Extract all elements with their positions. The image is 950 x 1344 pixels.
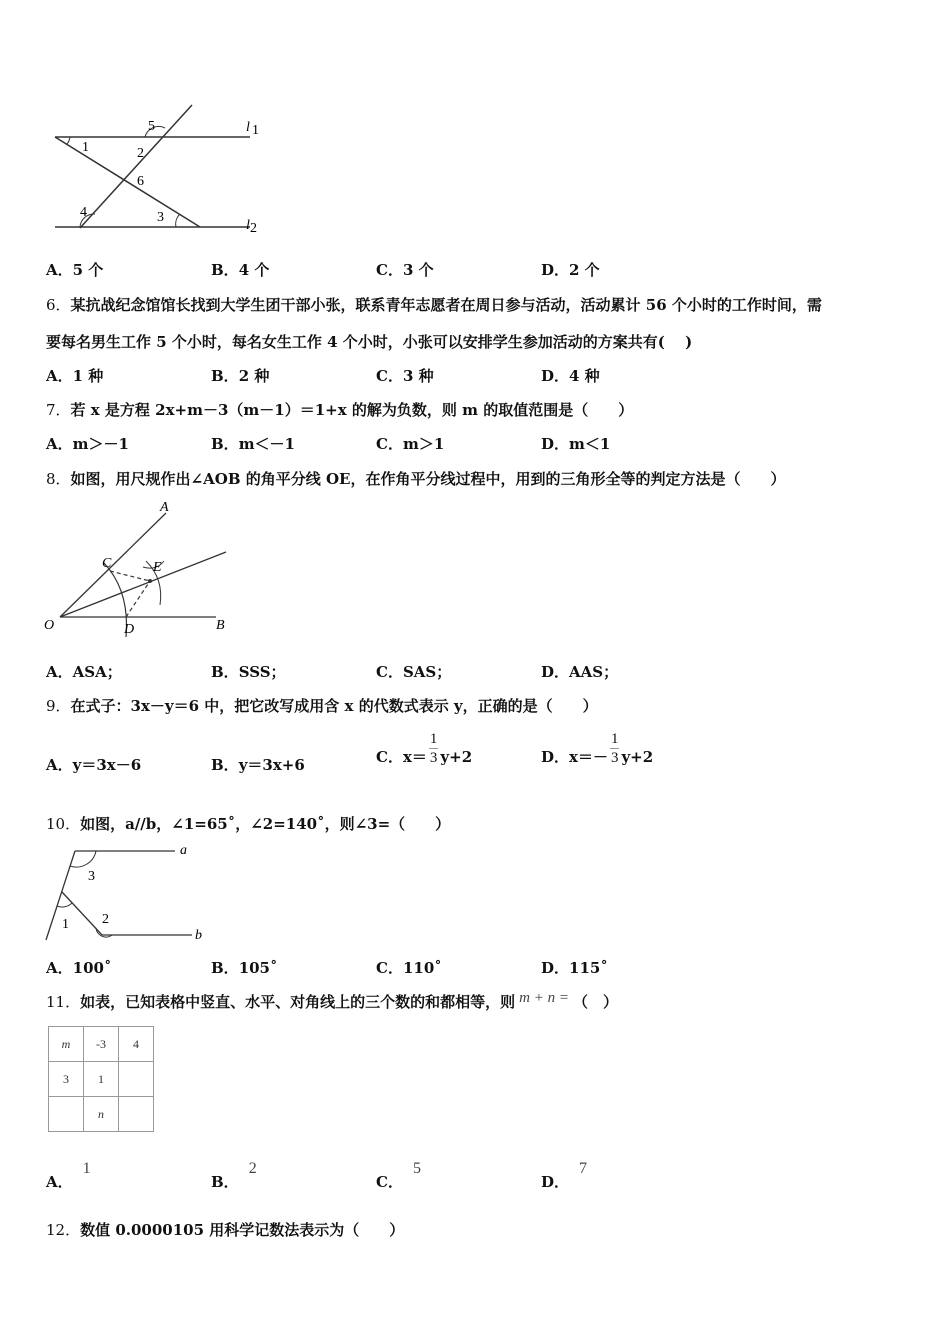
q11-option-c[interactable] [376,1160,421,1193]
q5-option-b[interactable] [211,260,269,280]
option-text: 100˚ [72,959,112,977]
question-text: 如图，用尺规作出∠AOB 的角平分线 OE，在作角平分线过程中，用到的三角形全等的判定方法是（ ） [70,470,786,488]
option-label: D． [541,367,570,385]
table-row [49,1062,154,1097]
fig-label-3: 3 [88,869,95,884]
q6-stem-line2 [46,332,692,352]
table-cell: 4 [119,1027,154,1062]
fig-label-3: 3 [157,210,164,225]
option-label: C． [376,261,403,279]
angle-arc-3 [176,214,180,227]
option-text: 115˚ [569,959,608,977]
fig-label-4: 4 [80,205,87,220]
option-label: D． [541,959,570,977]
fraction-denominator: 3 [610,750,619,766]
table-row [49,1027,154,1062]
fig-label-2: 2 [102,912,109,927]
q9-option-b[interactable] [211,755,305,775]
q6-option-c[interactable] [376,366,434,386]
option-text: 4 种 [569,367,600,385]
fraction-numerator: 1 [429,731,438,747]
q8-option-d[interactable] [541,662,618,682]
angle-arc-1 [57,903,72,907]
option-label: A． [46,959,73,977]
table-cell: 1 [84,1062,119,1097]
q5-option-c[interactable] [376,260,434,280]
option-label: A． [46,1173,73,1191]
option-text: y＝3x+6 [238,756,305,774]
q6-option-b[interactable] [211,366,269,386]
math-expression: m + n = [519,990,569,1006]
option-label: A． [46,435,73,453]
table-cell [119,1062,154,1097]
option-label: B． [211,1173,239,1191]
option-label: D． [541,261,570,279]
option-text: 2 种 [238,367,270,385]
ray-OE [60,552,226,617]
table-cell: 3 [49,1062,84,1097]
option-label: B． [211,959,239,977]
fraction-denominator: 3 [429,750,438,766]
fig-label-5: 5 [148,119,155,134]
question-text: 数值 0.0000105 用科学记数法表示为（ ） [80,1221,405,1239]
q10-option-b[interactable] [211,958,278,978]
option-text: 2 个 [569,261,600,279]
fig-label-a: a [180,843,187,858]
fig-label-l2: l [246,218,250,233]
angle-arc-2 [96,928,112,937]
fraction-one-third [610,730,620,767]
fig-label-6: 6 [137,174,144,189]
option-label: B． [211,756,239,774]
option-label: A． [46,756,73,774]
option-text: 105˚ [238,959,278,977]
magic-square-table [48,1026,154,1132]
fig-label-1: 1 [82,140,89,155]
q6-option-a[interactable] [46,366,103,386]
q11-option-a[interactable] [46,1160,91,1193]
q7-option-c[interactable] [376,434,444,454]
q7-option-b[interactable] [211,434,295,454]
option-label: B． [211,261,239,279]
q10-option-d[interactable] [541,958,608,978]
option-label: D． [541,663,570,681]
question-text: 要每名男生工作 5 个小时，每名女生工作 4 个小时，小张可以安排学生参加活动的方案共有( ) [46,333,693,351]
option-text: y＝3x－6 [72,756,142,774]
figure-parallel-angles [40,840,220,950]
option-label: B． [211,435,239,453]
option-text: 7 [579,1160,588,1177]
q8-option-b[interactable] [211,662,286,682]
fig-label-2: 2 [137,146,144,161]
question-number: 7． [46,401,71,419]
q9-option-d[interactable] [541,730,653,767]
q8-option-a[interactable] [46,662,122,682]
option-text: 4 个 [238,261,270,279]
point-E [148,579,152,583]
option-text: 2 [248,1160,257,1177]
q11-stem [46,992,618,1013]
option-text: 3 个 [402,261,434,279]
question-number: 11． [46,993,81,1011]
option-label: C． [376,1173,403,1191]
q6-option-d[interactable] [541,366,600,386]
option-label: C． [376,747,403,766]
q8-option-c[interactable] [376,662,451,682]
figure-angle-bisector [38,495,248,645]
fraction-numerator: 1 [610,731,619,747]
question-number: 12． [46,1221,81,1239]
fig-label-l1-sub: 1 [252,123,259,138]
transversal-2 [55,137,200,227]
q10-stem [46,814,450,834]
q7-stem [46,400,633,420]
option-text: 110˚ [402,959,442,977]
question-text: （ ） [572,993,618,1011]
fig-label-l2-sub: 2 [250,221,257,236]
fig-label-C: C [102,556,112,571]
q5-option-d[interactable] [541,260,600,280]
option-text: AAS； [569,663,619,681]
question-number: 10． [46,815,81,833]
table-cell: n [84,1097,119,1132]
q5-option-a[interactable] [46,260,103,280]
fig-label-b: b [195,928,202,943]
transversal-1 [80,105,192,228]
fig-label-B: B [216,618,225,633]
segment-left [46,851,75,940]
option-text: ASA； [72,663,122,681]
option-text: SAS； [402,663,452,681]
q9-stem [46,696,598,716]
option-label: C． [376,663,403,681]
option-text: SSS； [238,663,286,681]
q10-option-c[interactable] [376,958,442,978]
fig-label-1: 1 [62,917,69,932]
table-row [49,1097,154,1132]
q10-option-a[interactable] [46,958,111,978]
option-text: m＜－1 [238,435,295,453]
option-label: A． [46,663,73,681]
fig-label-l1: l [246,120,250,135]
option-label: B． [211,367,239,385]
question-text: 某抗战纪念馆馆长找到大学生团干部小张，联系青年志愿者在周日参与活动，活动累计 56 个小时的工作时间，需 [70,296,822,314]
option-text: m＞－1 [72,435,129,453]
fig-label-O: O [44,618,55,633]
q6-stem-line1 [46,295,822,315]
option-text: x＝ [402,747,427,766]
option-text: 1 [82,1160,91,1177]
fig-label-E: E [153,560,162,575]
table-cell: m [49,1027,84,1062]
question-text: 若 x 是方程 2x+m－3（m－1）＝1+x 的解为负数，则 m 的取值范围是（ ） [70,401,634,419]
option-label: B． [211,663,239,681]
table-cell [49,1097,84,1132]
option-text: y+2 [621,747,654,766]
table-cell [119,1097,154,1132]
question-text: 如图，a//b，∠1=65˚，∠2=140˚，则∠3=（ ） [80,815,451,833]
option-label: D． [541,435,570,453]
q11-option-b[interactable] [211,1160,257,1193]
option-text: 3 种 [402,367,434,385]
option-label: D． [541,1173,570,1191]
fig-label-D: D [124,622,135,637]
option-text: 5 个 [72,261,104,279]
q9-option-c[interactable] [376,730,472,767]
question-text: 在式子：3x－y＝6 中，把它改写成用含 x 的代数式表示 y，正确的是（ ） [70,697,598,715]
option-label: C． [376,367,403,385]
option-text: y+2 [440,747,473,766]
q7-option-d[interactable] [541,434,610,454]
option-text: 1 种 [72,367,104,385]
option-text: m＞1 [402,435,445,453]
option-text: x＝－ [569,747,608,766]
question-number: 9． [46,697,71,715]
figure-parallel-lines-angles [40,100,280,240]
option-label: D． [541,747,570,766]
option-label: C． [376,959,403,977]
question-text: 如表，已知表格中竖直、水平、对角线上的三个数的和都相等，则 [80,993,516,1011]
q9-option-a[interactable] [46,755,141,775]
option-text: m＜1 [569,435,611,453]
option-label: A． [46,367,73,385]
q12-stem [46,1220,404,1240]
fig-label-A: A [160,500,169,515]
option-text: 5 [412,1160,421,1177]
option-label: A． [46,261,73,279]
table-cell: -3 [84,1027,119,1062]
q7-option-a[interactable] [46,434,129,454]
fraction-one-third [429,730,439,767]
q11-option-d[interactable] [541,1160,588,1193]
question-number: 6． [46,296,71,314]
q8-stem [46,469,785,489]
angle-arc-1 [67,137,70,144]
question-number: 8． [46,470,71,488]
option-label: C． [376,435,403,453]
